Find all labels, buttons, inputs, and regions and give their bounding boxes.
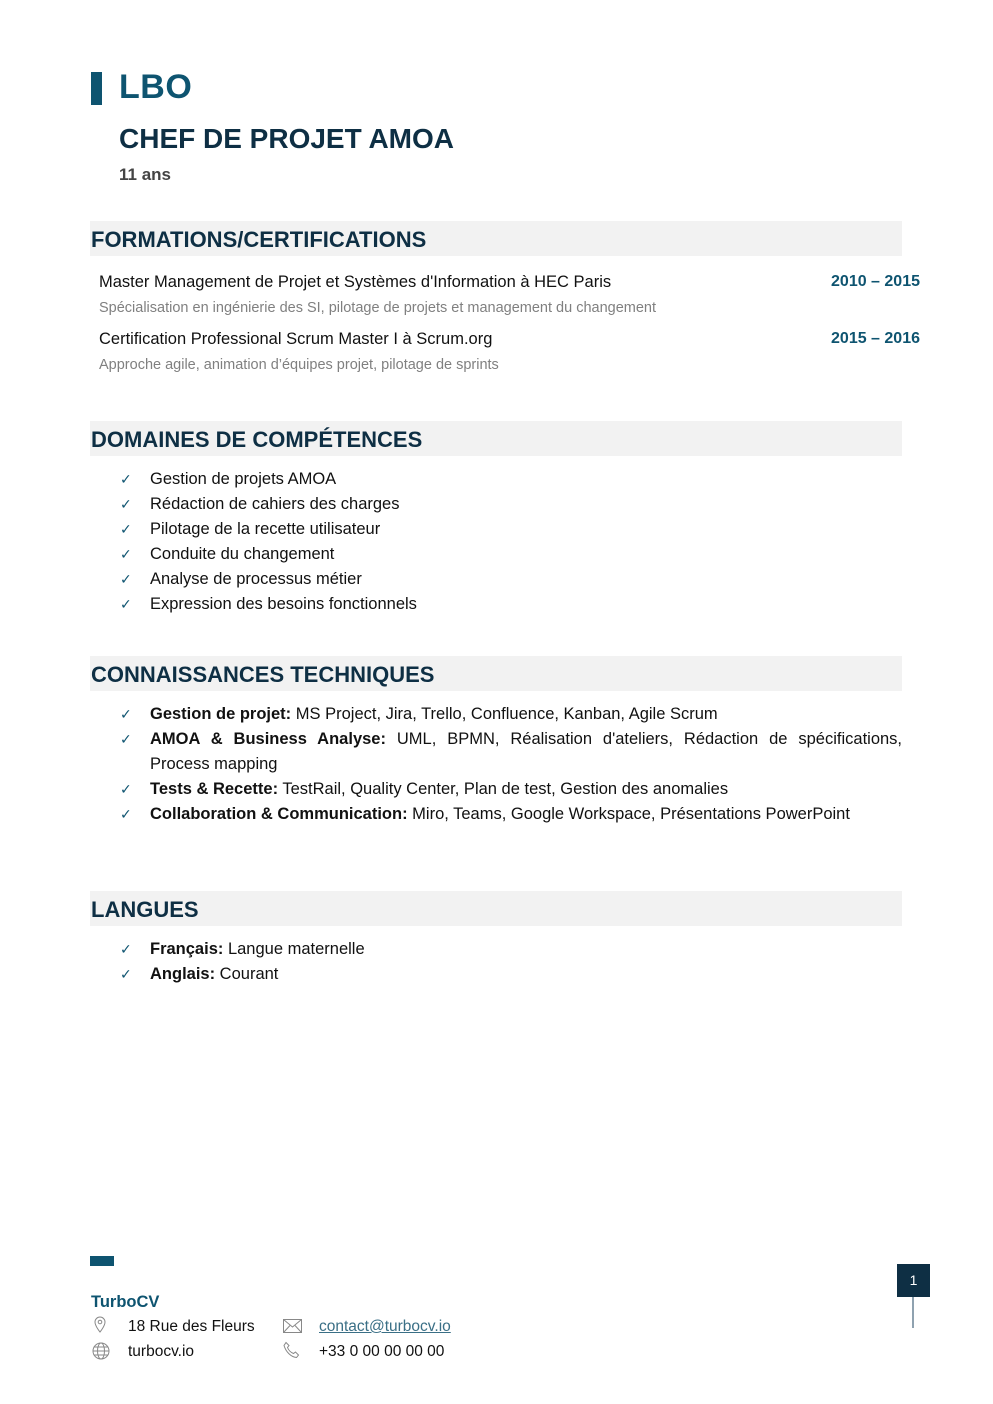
job-title: CHEF DE PROJET AMOA <box>119 123 454 154</box>
check-icon: ✓ <box>120 596 132 612</box>
footer-brand: TurboCV <box>91 1293 160 1311</box>
language-label: Français: <box>150 940 224 958</box>
education-description: Approche agile, animation d’équipes projet, pilotage de sprints <box>99 357 499 373</box>
check-icon: ✓ <box>120 706 132 722</box>
check-icon: ✓ <box>120 571 132 587</box>
technical-item: ✓ Tests & Recette: TestRail, Quality Center, Plan de test, Gestion des anomalies <box>120 777 902 802</box>
technical-label: Gestion de projet: <box>150 705 292 723</box>
experience-years: 11 ans <box>119 165 171 184</box>
envelope-icon <box>283 1319 302 1337</box>
education-title: Certification Professional Scrum Master I à Scrum.org <box>99 330 493 348</box>
skills-list <box>120 467 902 617</box>
skill-item: ✓ Analyse de processus métier <box>120 567 902 592</box>
section-header-languages <box>90 891 902 926</box>
check-icon: ✓ <box>120 781 132 797</box>
phone-icon <box>283 1341 302 1364</box>
skill-item: ✓ Rédaction de cahiers des charges <box>120 492 902 517</box>
section-header-technical <box>90 656 902 691</box>
technical-label: Tests & Recette: <box>150 780 279 798</box>
candidate-name: LBO <box>119 68 193 106</box>
footer-accent-bar <box>90 1256 114 1266</box>
technical-item: ✓ Collaboration & Communication: Miro, Teams, Google Workspace, Présentations PowerPoint <box>120 802 902 827</box>
education-description: Spécialisation en ingénierie des SI, pilotage de projets et management du changement <box>99 300 657 316</box>
location-pin-icon <box>93 1316 107 1338</box>
footer-phone: +33 0 00 00 00 00 <box>319 1343 445 1360</box>
footer-website[interactable]: turbocv.io <box>128 1343 195 1360</box>
globe-icon <box>92 1342 110 1364</box>
technical-item: ✓ AMOA & Business Analyse: UML, BPMN, Réalisation d'ateliers, Rédaction de spécifications, Process mapping <box>120 727 902 777</box>
section-header-education <box>90 221 902 256</box>
languages-list <box>120 937 902 987</box>
education-title: Master Management de Projet et Systèmes d'Information à HEC Paris <box>99 273 612 291</box>
check-icon: ✓ <box>120 806 132 822</box>
language-item: ✓ Anglais: Courant <box>120 962 902 987</box>
check-icon: ✓ <box>120 731 132 747</box>
page-number: 1 <box>897 1264 930 1297</box>
footer-address: 18 Rue des Fleurs <box>128 1318 255 1335</box>
name-accent-bar <box>91 72 102 105</box>
check-icon: ✓ <box>120 471 132 487</box>
section-title: LANGUES <box>91 897 199 922</box>
skill-item: ✓ Conduite du changement <box>120 542 902 567</box>
check-icon: ✓ <box>120 521 132 537</box>
technical-label: AMOA & Business Analyse: <box>150 730 386 748</box>
section-title: FORMATIONS/CERTIFICATIONS <box>91 227 427 252</box>
section-header-skills <box>90 421 902 456</box>
education-dates: 2015 – 2016 <box>831 330 920 347</box>
language-item: ✓ Français: Langue maternelle <box>120 937 902 962</box>
technical-label: Collaboration & Communication: <box>150 805 408 823</box>
check-icon: ✓ <box>120 546 132 562</box>
skill-item: ✓ Expression des besoins fonctionnels <box>120 592 902 617</box>
section-title: CONNAISSANCES TECHNIQUES <box>91 662 435 687</box>
page-number-stem <box>912 1297 914 1328</box>
language-label: Anglais: <box>150 965 216 983</box>
technical-list <box>120 702 902 827</box>
check-icon: ✓ <box>120 496 132 512</box>
check-icon: ✓ <box>120 966 132 982</box>
footer-email-link[interactable]: contact@turbocv.io <box>319 1318 451 1335</box>
skill-item: ✓ Gestion de projets AMOA <box>120 467 902 492</box>
education-dates: 2010 – 2015 <box>831 273 920 290</box>
technical-item: ✓ Gestion de projet: MS Project, Jira, Trello, Confluence, Kanban, Agile Scrum <box>120 702 902 727</box>
section-title: DOMAINES DE COMPÉTENCES <box>91 427 423 452</box>
check-icon: ✓ <box>120 941 132 957</box>
skill-item: ✓ Pilotage de la recette utilisateur <box>120 517 902 542</box>
